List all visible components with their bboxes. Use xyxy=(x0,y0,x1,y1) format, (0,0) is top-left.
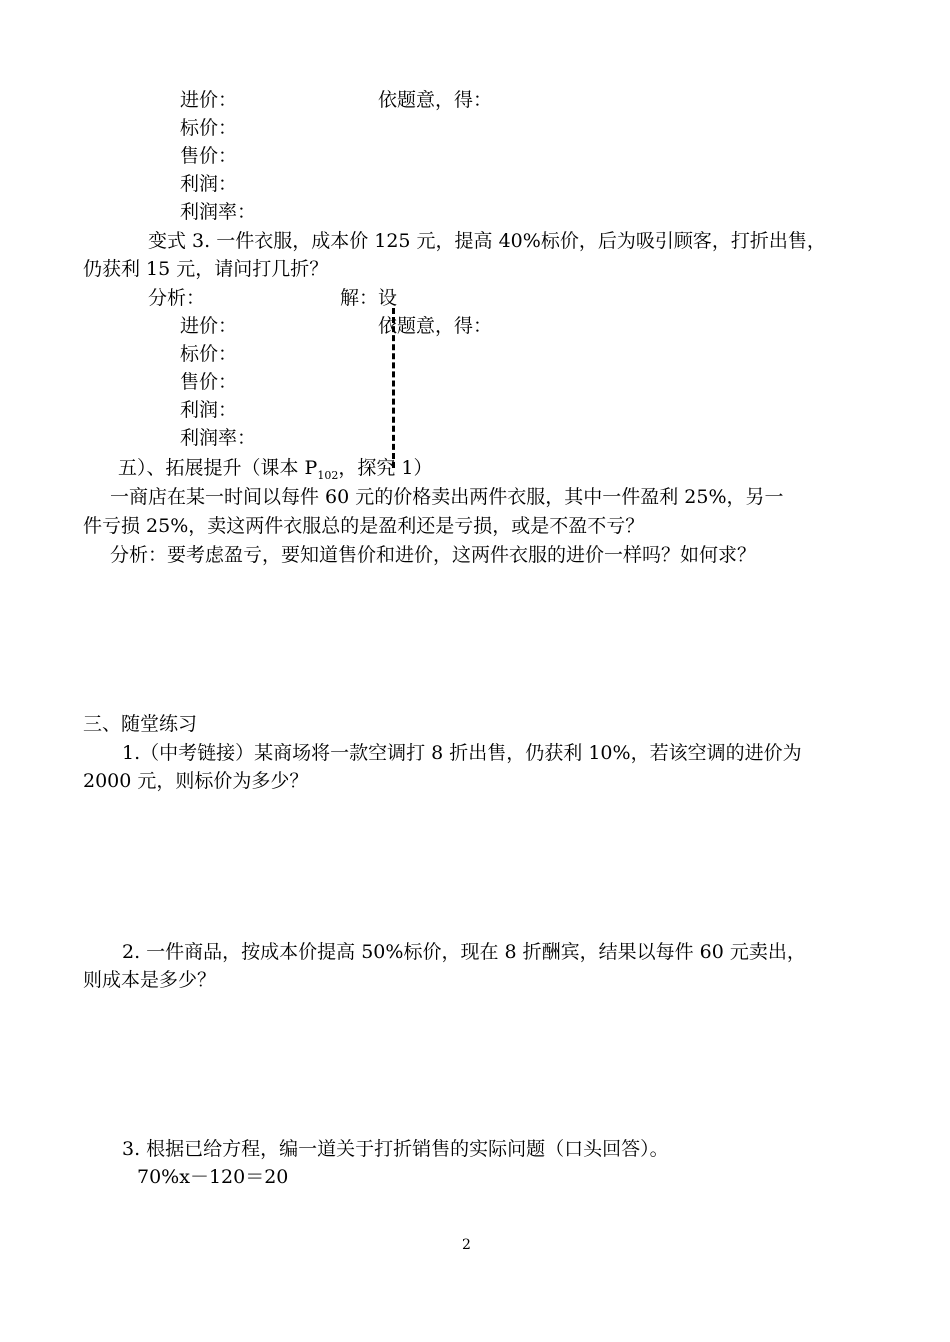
practice-q2-line2: 则成本是多少？ xyxy=(83,969,217,991)
section5-title: 五）、拓展提升（课本 $P_{102}$，探究 1） xyxy=(118,457,433,482)
variant3-cost-label: 进价： xyxy=(180,315,238,337)
section5-paragraph-line1: 一商店在某一时间以每件 60 元的价格卖出两件衣服，其中一件盈利 25%，另一 xyxy=(110,486,784,508)
practice-q3-equation: 70%x－120＝20 xyxy=(137,1166,289,1188)
top-profit-label: 利润： xyxy=(180,173,238,195)
top-cost-label: 进价： xyxy=(180,89,238,111)
top-profit-rate-label: 利润率： xyxy=(180,201,257,223)
variant3-profit-label: 利润： xyxy=(180,399,238,421)
section5-analysis: 分析：要考虑盈亏，要知道售价和进价，这两件衣服的进价一样吗？如何求？ xyxy=(110,544,757,566)
variant3-line2: 仍获利 15 元，请问打几折？ xyxy=(83,258,329,280)
variant3-marked-price-label: 标价： xyxy=(180,343,238,365)
practice-q1-line2: 2000 元，则标价为多少？ xyxy=(83,770,309,792)
variant3-profit-rate-label: 利润率： xyxy=(180,427,257,449)
practice-q2-line1: 2. 一件商品，按成本价提高 50%标价，现在 8 折酬宾，结果以每件 60 元卖出， xyxy=(122,941,806,963)
variant3-sale-price-label: 售价： xyxy=(180,371,238,393)
variant3-analysis-label: 分析： xyxy=(148,287,206,309)
top-sale-price-label: 售价： xyxy=(180,145,238,167)
section5-paragraph-line2: 件亏损 25%，卖这两件衣服总的是盈利还是亏损，或是不盈不亏？ xyxy=(83,515,645,537)
variant3-solve-label: 解：设 xyxy=(340,287,398,309)
page-number: 2 xyxy=(462,1237,471,1253)
variant3-equation-label: 依题意，得： xyxy=(378,315,493,337)
practice-q1-line1: 1.（中考链接）某商场将一款空调打 8 折出售，仍获利 10%，若该空调的进价为 xyxy=(122,742,802,764)
practice-title: 三、随堂练习 xyxy=(83,713,198,735)
dashed-divider-line xyxy=(392,308,395,468)
section5-page-subscript: 102 xyxy=(317,468,339,482)
top-equation-label: 依题意，得： xyxy=(378,89,493,111)
top-marked-price-label: 标价： xyxy=(180,117,238,139)
practice-q3-line1: 3. 根据已给方程，编一道关于打折销售的实际问题（口头回答）。 xyxy=(122,1138,669,1160)
variant3-line1: 变式 3. 一件衣服，成本价 125 元，提高 40%标价，后为吸引顾客，打折出售， xyxy=(148,230,826,252)
